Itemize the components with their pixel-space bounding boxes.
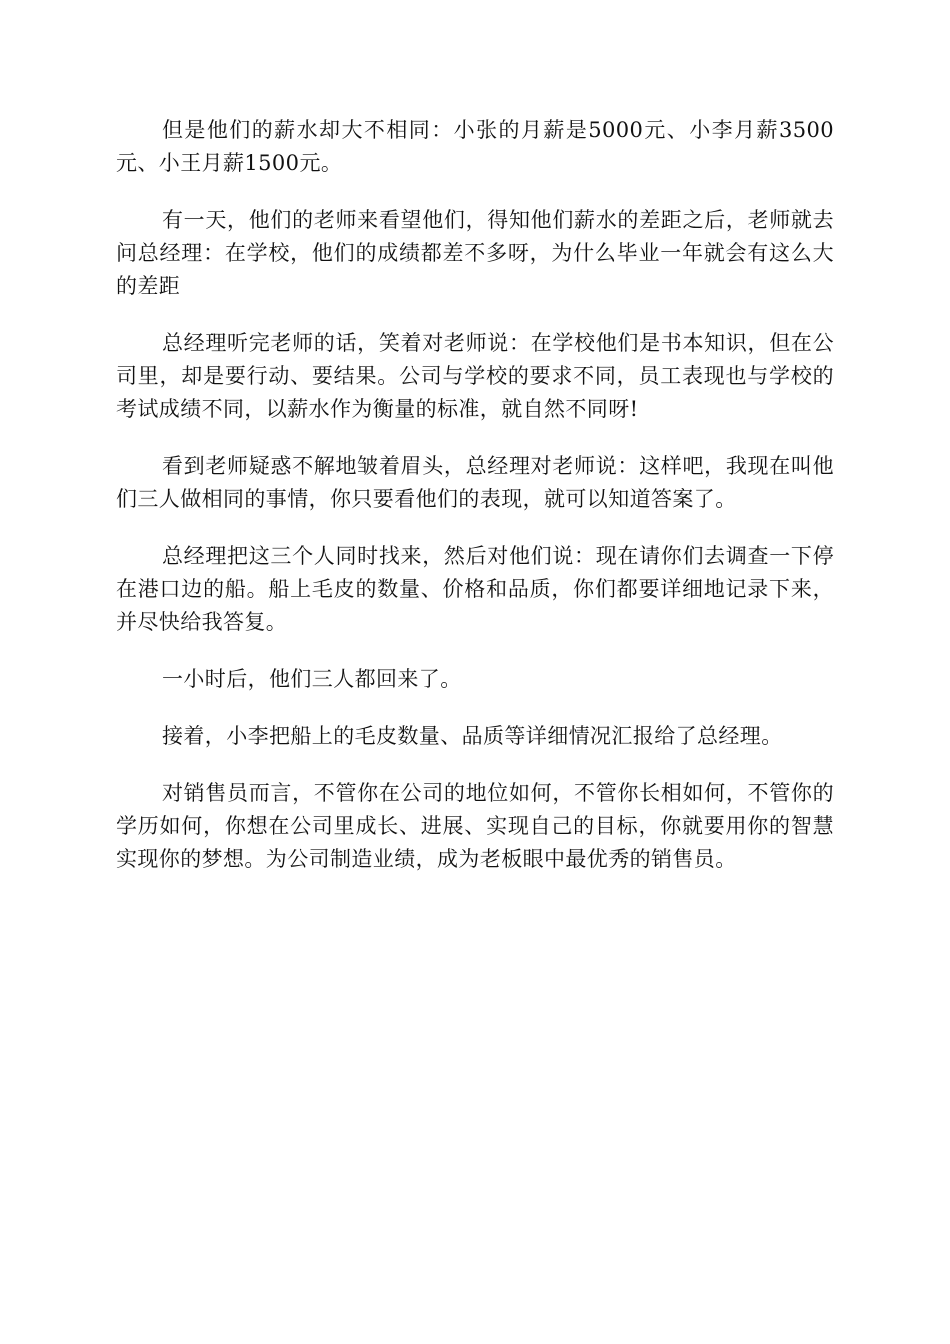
paragraph-3: 总经理听完老师的话，笑着对老师说：在学校他们是书本知识，但在公司里，却是要行动、要结果。公司与学校的要求不同，员工表现也与学校的考试成绩不同，以薪水作为衡量的标准，就自然不同呀!	[116, 331, 834, 421]
paragraph-1: 但是他们的薪水却大不相同：小张的月薪是5000元、小李月薪3500元、小王月薪1500元。	[116, 118, 834, 175]
paragraph-7: 接着，小李把船上的毛皮数量、品质等详细情况汇报给了总经理。	[162, 724, 783, 748]
paragraph-5: 总经理把这三个人同时找来，然后对他们说：现在请你们去调查一下停在港口边的船。船上毛皮的数量、价格和品质，你们都要详细地记录下来，并尽快给我答复。	[116, 544, 834, 634]
paragraph-6: 一小时后，他们三人都回来了。	[162, 667, 462, 691]
paragraph-4: 看到老师疑惑不解地皱着眉头，总经理对老师说：这样吧，我现在叫他们三人做相同的事情，你只要看他们的表现，就可以知道答案了。	[116, 454, 834, 511]
paragraph-2: 有一天，他们的老师来看望他们，得知他们薪水的差距之后，老师就去问总经理：在学校，他们的成绩都差不多呀，为什么毕业一年就会有这么大的差距	[116, 208, 834, 298]
document-body	[116, 114, 834, 900]
paragraph-8: 对销售员而言，不管你在公司的地位如何，不管你长相如何，不管你的学历如何，你想在公司里成长、进展、实现自己的目标，你就要用你的智慧实现你的梦想。为公司制造业绩，成为老板眼中最优秀的销售员。	[116, 781, 834, 871]
